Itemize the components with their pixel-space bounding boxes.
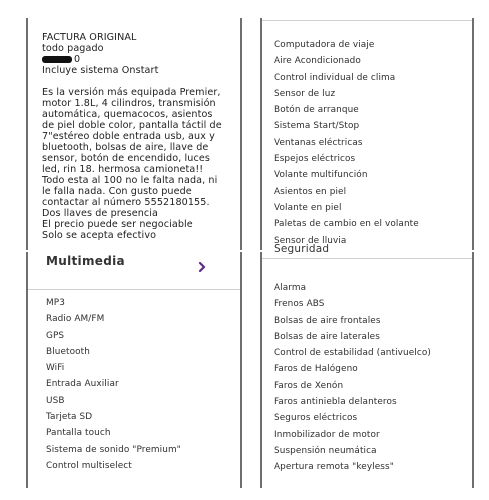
- list-item: Sistema de sonido "Premium": [46, 444, 181, 455]
- list-item: Alarma: [274, 283, 307, 293]
- list-item: Suspensión neumática: [274, 445, 377, 456]
- description-line-text: 0: [74, 54, 81, 65]
- list-item: Pantalla touch: [46, 428, 111, 439]
- comfort-features-list: [274, 37, 419, 249]
- list-item: Control individual de clima: [274, 72, 396, 83]
- list-item: Paletas de cambio en el volante: [274, 219, 419, 230]
- description-line: led, rin 18. hermosa camioneta!!: [42, 164, 204, 175]
- list-item: Bolsas de aire frontales: [274, 315, 381, 326]
- description-line: Es la versión más equipada Premier,: [42, 87, 221, 98]
- description-panel: [28, 20, 240, 248]
- list-item: Tarjeta SD: [46, 412, 93, 423]
- divider-mid-top: [240, 18, 242, 250]
- redaction-mark: [42, 56, 72, 63]
- list-item: USB: [46, 395, 65, 406]
- list-item: Faros de Halógeno: [274, 364, 358, 375]
- safety-features-panel: [262, 243, 472, 485]
- comfort-features-panel: [262, 20, 472, 248]
- list-item: Control de estabilidad (antivuelco): [274, 348, 431, 359]
- list-item: Bluetooth: [46, 346, 90, 357]
- divider-right-top: [472, 18, 474, 250]
- divider-mid-bottom: [240, 252, 242, 488]
- list-item: Seguros eléctricos: [274, 413, 358, 424]
- list-item: Botón de arranque: [274, 105, 359, 116]
- description-line: El precio puede ser negociable: [42, 219, 193, 230]
- list-item: Asientos en piel: [274, 186, 347, 197]
- description-line: Dos llaves de presencia: [42, 208, 159, 219]
- multimedia-panel: [28, 252, 240, 485]
- paragraph-gap: [42, 76, 222, 87]
- comfort-top-divider: [262, 20, 472, 21]
- description-line: automática, quemacocos, asientos: [42, 109, 213, 120]
- list-item: Frenos ABS: [274, 299, 325, 310]
- safety-features-list: [274, 280, 431, 476]
- list-item: Bolsas de aire laterales: [274, 331, 380, 342]
- list-item: Espejos eléctricos: [274, 154, 356, 165]
- multimedia-features-list: [46, 295, 181, 474]
- description-line: contactar al número 5552180155.: [42, 197, 210, 208]
- description-line: todo pagado: [42, 43, 104, 54]
- description-line: de piel doble color, pantalla táctil de: [42, 120, 222, 131]
- description-line: 7"estéreo doble entrada usb, aux y: [42, 131, 215, 142]
- safety-title: Seguridad: [274, 243, 330, 255]
- list-item: MP3: [46, 298, 65, 308]
- list-item: Radio AM/FM: [46, 314, 105, 325]
- list-item: WiFi: [46, 363, 65, 374]
- list-item: Volante multifunción: [274, 170, 368, 181]
- list-item: GPS: [46, 330, 65, 341]
- multimedia-title: Multimedia: [46, 254, 125, 268]
- description-text: [42, 32, 222, 241]
- description-line: Solo se acepta efectivo: [42, 230, 157, 241]
- list-item: Sensor de lluvia: [274, 235, 347, 246]
- list-item: Control multiselect: [46, 460, 132, 471]
- safety-header-divider: [262, 258, 472, 259]
- description-line: sensor, botón de encendido, luces: [42, 153, 210, 164]
- description-line: [42, 54, 222, 65]
- description-line: bluetooth, bolsas de aire, llave de: [42, 142, 209, 153]
- list-item: Faros de Xenón: [274, 380, 344, 391]
- description-line: motor 1.8L, 4 cilindros, transmisión: [42, 98, 216, 109]
- list-item: Inmobilizador de motor: [274, 429, 380, 440]
- list-item: Sistema Start/Stop: [274, 121, 360, 132]
- multimedia-header[interactable]: [28, 252, 240, 290]
- list-item: Apertura remota "keyless": [274, 462, 394, 473]
- list-item: Faros antiniebla delanteros: [274, 397, 397, 408]
- list-item: Aire Acondicionado: [274, 56, 361, 67]
- description-line: Todo esta al 100 no le falta nada, ni: [42, 175, 218, 186]
- list-item: Volante en piel: [274, 202, 342, 213]
- description-line: FACTURA ORIGINAL: [42, 32, 137, 43]
- description-line: le falla nada. Con gusto puede: [42, 186, 192, 197]
- description-line: Incluye sistema Onstart: [42, 65, 159, 76]
- divider-right-bottom: [472, 252, 474, 488]
- list-item: Ventanas eléctricas: [274, 137, 363, 148]
- list-item: Sensor de luz: [274, 88, 336, 99]
- list-item: Entrada Auxiliar: [46, 379, 119, 390]
- list-item: Computadora de viaje: [274, 40, 375, 50]
- multimedia-header-divider: [28, 289, 240, 290]
- chevron-right-icon[interactable]: [196, 258, 208, 270]
